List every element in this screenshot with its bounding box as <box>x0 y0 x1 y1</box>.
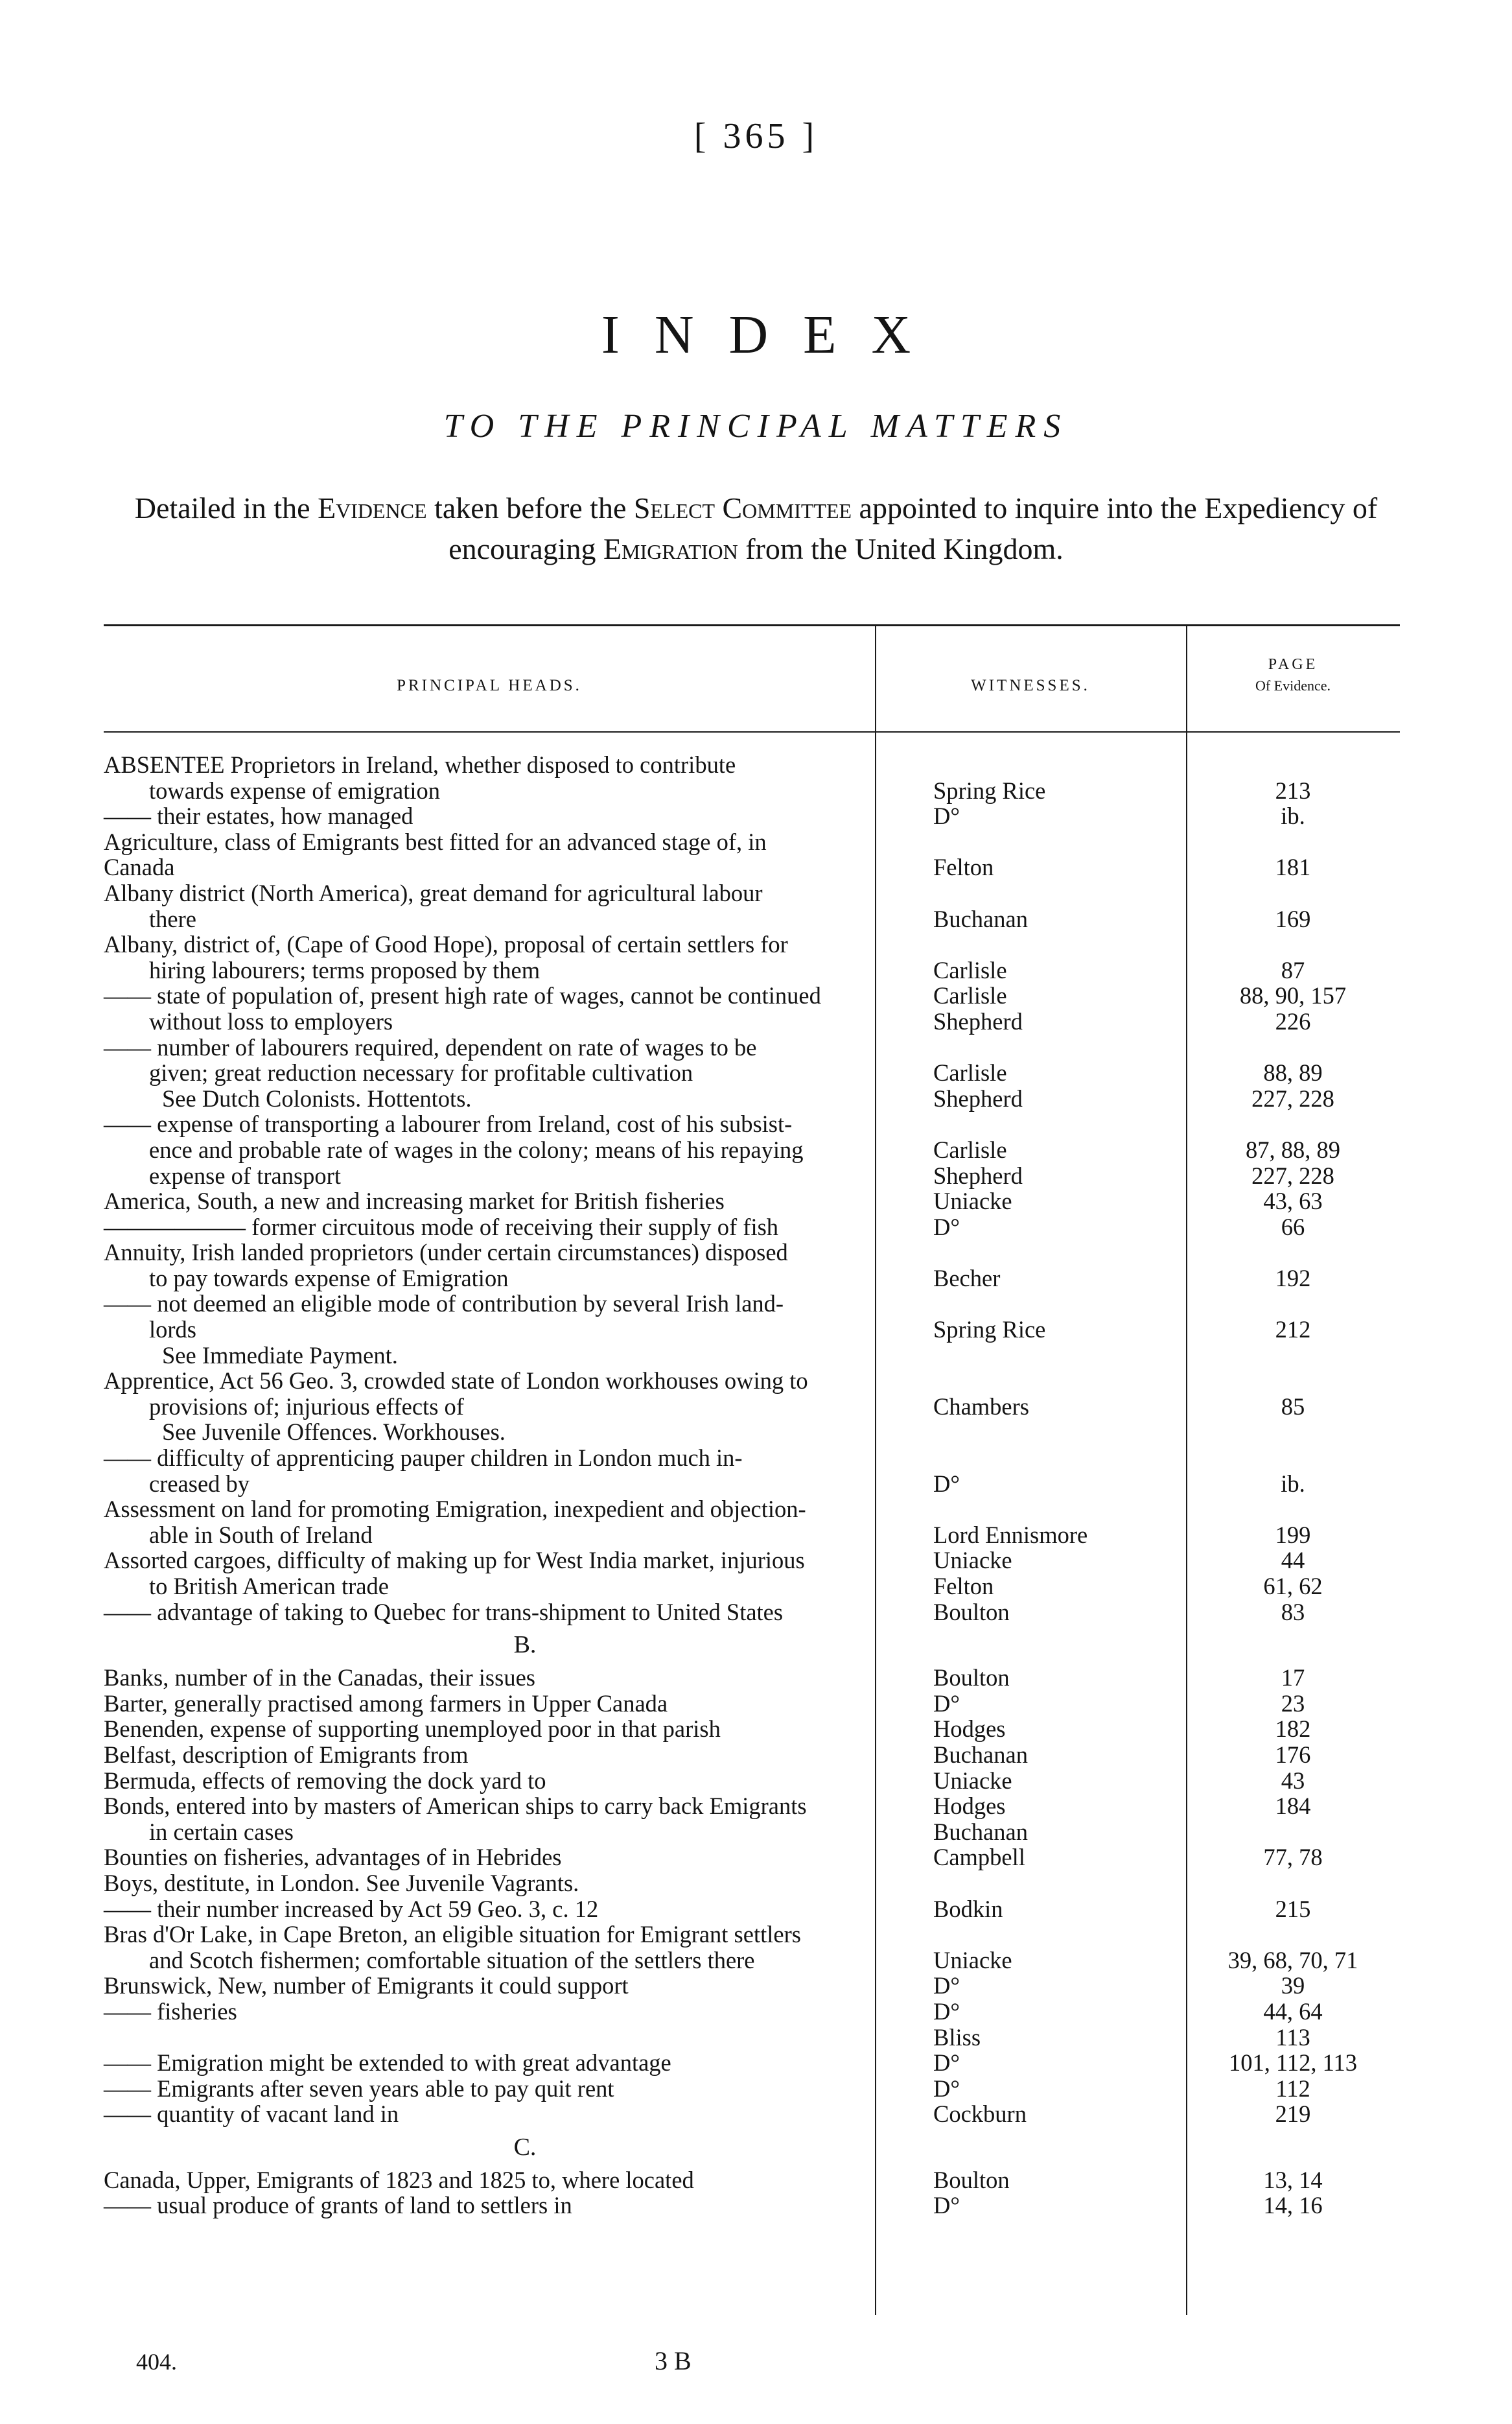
entry-head: Canada <box>104 854 175 881</box>
entry-page <box>1147 1922 1400 1947</box>
entry-head: Bras d'Or Lake, in Cape Breton, an eligible situation for Emigrant settlers <box>104 1921 801 1948</box>
entry-witness <box>875 880 1147 906</box>
entry-head: creased by <box>149 1470 250 1497</box>
index-entry <box>104 803 1400 829</box>
entry-witness <box>875 1419 1147 1445</box>
index-entry <box>104 1665 1400 1691</box>
entry-witness: Uniacke <box>933 1188 1012 1215</box>
entry-head: Annuity, Irish landed proprietors (under certain circumstances) disposed <box>104 1239 788 1266</box>
entry-page: 226 <box>1275 1007 1311 1035</box>
index-entry <box>104 1599 1400 1625</box>
index-entry <box>104 1522 1400 1548</box>
entry-page: 14, 16 <box>1263 2192 1323 2219</box>
entry-head: without loss to employers <box>149 1007 393 1035</box>
index-entry <box>104 1496 1400 1522</box>
entry-witness: D° <box>933 1470 960 1497</box>
entry-head: Canada, Upper, Emigrants of 1823 and 1825 to, where located <box>104 2166 694 2193</box>
column-header-heads: PRINCIPAL HEADS. <box>397 677 582 694</box>
index-entry <box>104 932 1400 958</box>
index-entry <box>104 1973 1400 1999</box>
entry-witness: Bodkin <box>933 1895 1003 1922</box>
entry-head: to British American trade <box>149 1573 389 1599</box>
entry-witness <box>875 1240 1147 1265</box>
index-entry <box>104 1716 1400 1742</box>
index-entry <box>104 1768 1400 1794</box>
entry-head: America, South, a new and increasing market for British fisheries <box>104 1188 725 1215</box>
index-entry <box>104 906 1400 932</box>
entry-head: See Juvenile Offences. Workhouses. <box>162 1418 506 1446</box>
index-entry <box>104 1419 1400 1445</box>
entry-page: 77, 78 <box>1263 1844 1323 1871</box>
index-entry <box>104 1471 1400 1497</box>
index-entry <box>104 1870 1400 1896</box>
entry-witness: Uniacke <box>933 1547 1012 1574</box>
index-entry <box>104 1111 1400 1137</box>
index-entry <box>104 1691 1400 1717</box>
index-entry <box>104 1547 1400 1573</box>
entry-page: 39 <box>1281 1972 1305 1999</box>
entry-head: there <box>149 905 196 932</box>
entry-page <box>1147 1445 1400 1471</box>
entry-page <box>1147 1419 1400 1445</box>
entry-page <box>1147 1496 1400 1522</box>
entry-page: 213 <box>1275 777 1311 804</box>
index-entry <box>104 880 1400 906</box>
page-number: [ 365 ] <box>693 116 819 156</box>
index-entry <box>104 1742 1400 1768</box>
index-entry <box>104 1793 1400 1819</box>
entry-page: 13, 14 <box>1263 2166 1323 2193</box>
entry-page <box>1147 1111 1400 1137</box>
entry-head: ence and probable rate of wages in the colony; means of his repaying <box>149 1136 804 1163</box>
entry-witness <box>875 1445 1147 1471</box>
entry-page: 88, 90, 157 <box>1239 982 1347 1009</box>
entry-witness <box>875 1870 1147 1896</box>
entry-witness: Spring Rice <box>933 777 1046 804</box>
entry-head: —— usual produce of grants of land to settlers in <box>104 2192 572 2219</box>
entry-head: Assessment on land for promoting Emigration, inexpedient and objection- <box>104 1496 806 1523</box>
entry-head: and Scotch fishermen; comfortable situation of the settlers there <box>149 1946 755 1973</box>
footer-signature-mark: 3 B <box>655 2346 692 2375</box>
entry-head: Albany district (North America), great demand for agricultural labour <box>104 879 763 906</box>
entry-head: —— Emigration might be extended to with great advantage <box>104 2049 671 2077</box>
entry-head: —— not deemed an eligible mode of contribution by several Irish land- <box>104 1290 784 1317</box>
column-header-page-line1: PAGE <box>1268 656 1318 673</box>
entry-page: 219 <box>1275 2100 1311 2128</box>
entry-page <box>1147 1240 1400 1265</box>
table-header-rule <box>104 731 1400 733</box>
entry-head: lords <box>149 1316 196 1343</box>
entry-head: —— difficulty of apprenticing pauper children in London much in- <box>104 1444 743 1472</box>
index-entry <box>104 2025 1400 2051</box>
entries-section-a <box>104 752 1400 1625</box>
description-part-2: taken before the <box>434 491 627 524</box>
entry-page: ib. <box>1281 1470 1305 1497</box>
entry-page: 184 <box>1275 1793 1311 1820</box>
index-entry <box>104 829 1400 855</box>
entry-page: 227, 228 <box>1251 1085 1334 1112</box>
entry-head: Albany, district of, (Cape of Good Hope), proposal of certain settlers for <box>104 931 788 958</box>
index-entry <box>104 1240 1400 1265</box>
index-entry <box>104 1214 1400 1240</box>
entry-page <box>1147 1870 1400 1896</box>
entry-witness: D° <box>933 1997 960 2025</box>
entry-head: Banks, number of in the Canadas, their issues <box>104 1664 536 1691</box>
entry-witness: Campbell <box>933 1844 1025 1871</box>
index-entry <box>104 1343 1400 1369</box>
index-entry <box>104 958 1400 983</box>
entry-witness: Carlisle <box>933 982 1007 1009</box>
entry-head: Agriculture, class of Emigrants best fitted for an advanced stage of, in <box>104 828 767 855</box>
entry-head: to pay towards expense of Emigration <box>149 1264 509 1291</box>
entry-page: 212 <box>1275 1316 1311 1343</box>
entry-page <box>1147 932 1400 958</box>
description-part-3: appointed to inquire into the Expediency of encouraging <box>448 491 1378 565</box>
entry-page: 227, 228 <box>1251 1162 1334 1189</box>
entry-head: —— fisheries <box>104 1997 237 2025</box>
index-entry <box>104 1896 1400 1922</box>
description-emigration: Emigration <box>603 532 738 565</box>
entry-witness <box>875 1035 1147 1061</box>
entry-head: in certain cases <box>149 1818 294 1845</box>
entry-head: Brunswick, New, number of Emigrants it could support <box>104 1972 629 1999</box>
index-entry <box>104 1163 1400 1189</box>
entry-witness <box>875 1291 1147 1317</box>
entry-witness <box>875 752 1147 778</box>
entry-head: —— their estates, how managed <box>104 803 413 830</box>
entry-head: —— number of labourers required, dependent on rate of wages to be <box>104 1033 757 1061</box>
index-entry <box>104 1060 1400 1086</box>
entry-page <box>1147 880 1400 906</box>
entry-head: able in South of Ireland <box>149 1521 373 1548</box>
entry-head: ABSENTEE Proprietors in Ireland, whether disposed to contribute <box>104 751 736 778</box>
entry-page: 44, 64 <box>1263 1997 1323 2025</box>
entry-page <box>1147 1819 1400 1845</box>
entry-page: 43 <box>1281 1767 1305 1794</box>
index-body <box>104 752 1400 2218</box>
index-entry <box>104 854 1400 880</box>
index-entry <box>104 1573 1400 1599</box>
entry-page: 23 <box>1281 1689 1305 1717</box>
entry-witness: Buchanan <box>933 1818 1028 1845</box>
entries-section-b <box>104 1665 1400 2127</box>
index-entry <box>104 2076 1400 2102</box>
index-entry <box>104 778 1400 804</box>
index-title: INDEX <box>601 305 946 365</box>
entry-head <box>104 2025 875 2051</box>
entry-page: 192 <box>1275 1264 1311 1291</box>
description-committee: Select Committee <box>633 491 852 524</box>
entry-page: 87 <box>1281 956 1305 983</box>
entry-witness: Chambers <box>933 1393 1029 1420</box>
entry-head: provisions of; injurious effects of <box>149 1393 464 1420</box>
description-evidence: Evidence <box>318 491 427 524</box>
entry-page: 215 <box>1275 1895 1311 1922</box>
entry-head: expense of transport <box>149 1162 341 1189</box>
index-entry <box>104 752 1400 778</box>
entry-head: Assorted cargoes, difficulty of making up for West India market, injurious <box>104 1547 805 1574</box>
entry-page <box>1147 1368 1400 1394</box>
index-entry <box>104 1844 1400 1870</box>
entry-witness: Felton <box>933 1573 994 1599</box>
entry-page: 61, 62 <box>1263 1573 1323 1599</box>
entry-page: 44 <box>1281 1547 1305 1574</box>
entry-page <box>1147 1291 1400 1317</box>
entry-head: hiring labourers; terms proposed by them <box>149 956 541 983</box>
entry-page: 113 <box>1275 2023 1310 2051</box>
index-entry <box>104 1368 1400 1394</box>
entry-witness: Uniacke <box>933 1767 1012 1794</box>
index-entry <box>104 1265 1400 1291</box>
entry-page: 176 <box>1275 1741 1311 1768</box>
entry-head: —————— former circuitous mode of receiving their supply of fish <box>104 1213 779 1240</box>
entry-witness: D° <box>933 1972 960 1999</box>
description-part-1: Detailed in the <box>134 491 310 524</box>
entry-witness: Becher <box>933 1264 1001 1291</box>
entry-head: —— expense of transporting a labourer from Ireland, cost of his subsist- <box>104 1111 793 1138</box>
index-entry <box>104 2101 1400 2127</box>
entry-witness: Buchanan <box>933 1741 1028 1768</box>
entry-witness: Bliss <box>933 2023 981 2051</box>
entry-head: —— state of population of, present high rate of wages, cannot be continued <box>104 982 821 1009</box>
entry-page: 88, 89 <box>1263 1059 1323 1087</box>
index-entry <box>104 1317 1400 1343</box>
section-heading-c: C. <box>513 2133 537 2161</box>
entry-witness: D° <box>933 1213 960 1240</box>
entry-page: 112 <box>1275 2075 1310 2102</box>
index-entry <box>104 1188 1400 1214</box>
entry-witness: Shepherd <box>933 1007 1023 1035</box>
index-entry <box>104 1999 1400 2025</box>
column-header-witnesses: WITNESSES. <box>971 677 1090 694</box>
entry-witness: Lord Ennismore <box>933 1521 1088 1548</box>
index-entry <box>104 1035 1400 1061</box>
entry-head: —— advantage of taking to Quebec for trans-shipment to United States <box>104 1598 784 1625</box>
entry-page: 87, 88, 89 <box>1246 1136 1340 1163</box>
entry-head: Bounties on fisheries, advantages of in Hebrides <box>104 1844 562 1871</box>
entry-witness: D° <box>933 2075 960 2102</box>
entry-witness <box>875 829 1147 855</box>
entry-witness: Boulton <box>933 1598 1010 1625</box>
entry-page <box>1147 752 1400 778</box>
entry-page: 169 <box>1275 905 1311 932</box>
entry-page: 66 <box>1281 1213 1305 1240</box>
entry-head: Belfast, description of Emigrants from <box>104 1741 469 1768</box>
entry-witness: Cockburn <box>933 2100 1027 2128</box>
entry-witness <box>875 1922 1147 1947</box>
entry-witness <box>875 1111 1147 1137</box>
entry-witness: Carlisle <box>933 956 1007 983</box>
entry-head: —— quantity of vacant land in <box>104 2100 399 2128</box>
entry-page: ib. <box>1281 803 1305 830</box>
entry-witness: D° <box>933 803 960 830</box>
entries-section-c <box>104 2167 1400 2218</box>
entry-witness: Carlisle <box>933 1136 1007 1163</box>
entry-page: 181 <box>1275 854 1311 881</box>
entry-page <box>1147 1343 1400 1369</box>
index-entry <box>104 1137 1400 1163</box>
entry-head: Benenden, expense of supporting unemployed poor in that parish <box>104 1715 721 1743</box>
entry-witness: Shepherd <box>933 1162 1023 1189</box>
entry-head: Apprentice, Act 56 Geo. 3, crowded state of London workhouses owing to <box>104 1367 808 1394</box>
entry-witness <box>875 1368 1147 1394</box>
entry-witness: Spring Rice <box>933 1316 1046 1343</box>
entry-witness <box>875 932 1147 958</box>
entry-head: Barter, generally practised among farmers in Upper Canada <box>104 1689 668 1717</box>
entry-head: —— Emigrants after seven years able to pay quit rent <box>104 2075 614 2102</box>
entry-head: See Immediate Payment. <box>162 1341 398 1369</box>
entry-witness: Carlisle <box>933 1059 1007 1087</box>
index-entry <box>104 1445 1400 1471</box>
index-subtitle: TO THE PRINCIPAL MATTERS <box>443 408 1069 445</box>
entry-head: Bonds, entered into by masters of American ships to carry back Emigrants <box>104 1793 807 1820</box>
index-entry <box>104 1922 1400 1947</box>
index-description <box>117 488 1395 569</box>
entry-witness: D° <box>933 2192 960 2219</box>
entry-witness: Boulton <box>933 1664 1010 1691</box>
index-entry <box>104 1819 1400 1845</box>
entry-head: Bermuda, effects of removing the dock yard to <box>104 1767 546 1794</box>
index-entry <box>104 983 1400 1009</box>
index-entry <box>104 2193 1400 2218</box>
entry-witness <box>875 1343 1147 1369</box>
entry-page: 85 <box>1281 1393 1305 1420</box>
entry-witness: Buchanan <box>933 905 1028 932</box>
entry-witness: Felton <box>933 854 994 881</box>
index-entry <box>104 2167 1400 2193</box>
index-entry <box>104 1009 1400 1035</box>
entry-witness: D° <box>933 2049 960 2077</box>
index-entry <box>104 1291 1400 1317</box>
column-header-page <box>1186 656 1400 694</box>
entry-witness: Hodges <box>933 1715 1006 1743</box>
index-entry <box>104 1086 1400 1112</box>
column-header-page-line2: Of Evidence. <box>1255 677 1331 694</box>
entry-page: 17 <box>1281 1664 1305 1691</box>
entry-witness: D° <box>933 1689 960 1717</box>
index-entry <box>104 2050 1400 2076</box>
footer-sheet-number: 404. <box>136 2349 177 2375</box>
entry-head: —— their number increased by Act 59 Geo. 3, c. 12 <box>104 1895 599 1922</box>
description-part-4: from the United Kingdom. <box>745 532 1064 565</box>
entry-page: 182 <box>1275 1715 1311 1743</box>
entry-page: 43, 63 <box>1263 1188 1323 1215</box>
entry-page: 83 <box>1281 1598 1305 1625</box>
entry-witness: Boulton <box>933 2166 1010 2193</box>
entry-head: given; great reduction necessary for profitable cultivation <box>149 1059 693 1087</box>
section-heading-b: B. <box>513 1631 537 1659</box>
entry-witness: Uniacke <box>933 1946 1012 1973</box>
entry-page: 199 <box>1275 1521 1311 1548</box>
entry-page: 101, 112, 113 <box>1228 2049 1358 2077</box>
entry-witness: Hodges <box>933 1793 1006 1820</box>
entry-witness: Shepherd <box>933 1085 1023 1112</box>
index-entry <box>104 1947 1400 1973</box>
entry-head: See Dutch Colonists. Hottentots. <box>162 1085 472 1112</box>
entry-page <box>1147 829 1400 855</box>
entry-page <box>1147 1035 1400 1061</box>
entry-page: 39, 68, 70, 71 <box>1227 1946 1358 1973</box>
index-entry <box>104 1394 1400 1420</box>
table-top-rule <box>104 624 1400 626</box>
entry-witness <box>875 1496 1147 1522</box>
entry-head: towards expense of emigration <box>149 777 441 804</box>
entry-head: Boys, destitute, in London. See Juvenile Vagrants. <box>104 1869 579 1896</box>
